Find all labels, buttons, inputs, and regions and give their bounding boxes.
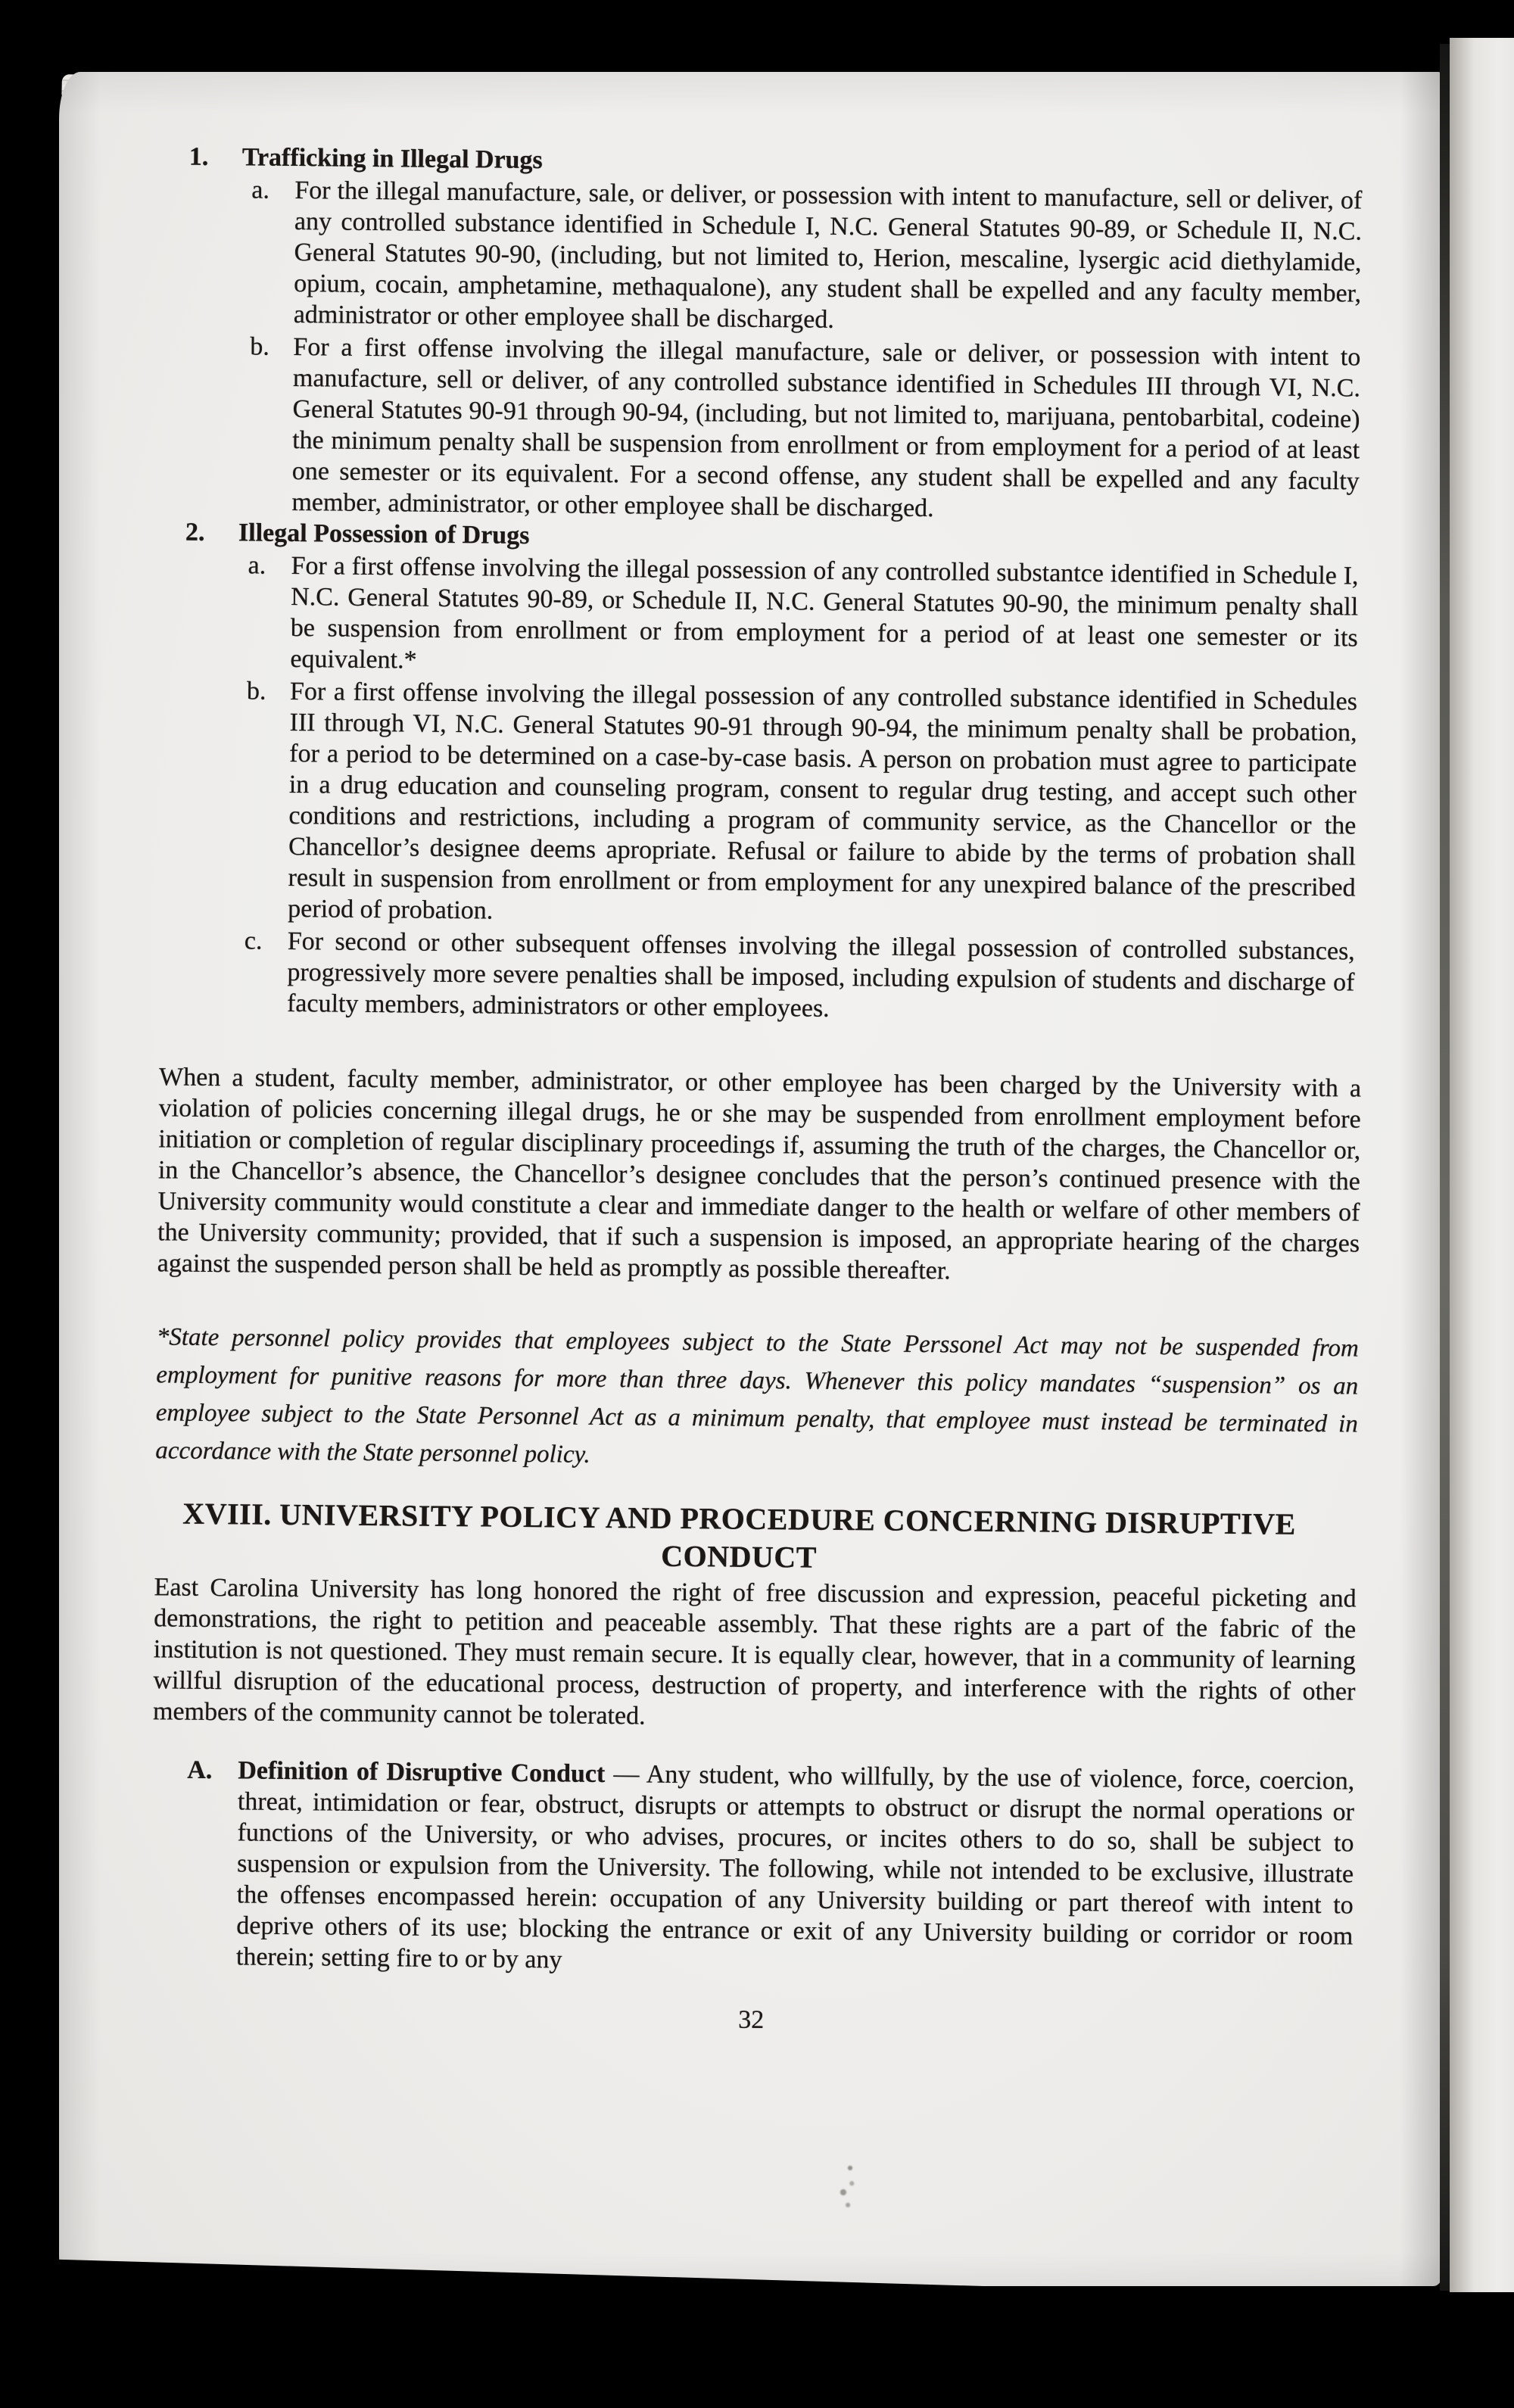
section-1-title: Trafficking in Illegal Drugs bbox=[241, 143, 543, 175]
definition-item-body: Any student, who willfully, by the use of violence, force, coercion, threat, intimidation or fear, obstruct, disrupts or attempts to obstruct or disrupt the normal operations or functions of the University, or who advises, procures, or incites others to do so, shall be subject to suspension or expulsion from the University. The following, while not intended to be exclusive, illustrate the offenses encompassed herein: occupation of any University building or part thereof with intent to deprive others of its use; blocking the entrance or exit of any University building or corridor or room therein; setting fire to or by any bbox=[235, 1760, 1355, 1974]
definition-item-dash: — bbox=[613, 1760, 640, 1789]
list-item-2b-text: For a first offense involving the illegal possession of any controlled substance identified in Schedules III through VI, N.C. General Statutes 90-91 through 90-94, the minimum penalty shall be probation, for a period to be determined on a case-by-case basis. A person on probation must agree to participate in a drug education and counseling program, consent to regular drug testing, and accept such other conditions and restrictions, including a program of community service, as the Chancellor or the Chancellor’s designee deems apropriate. Refusal or failure to abide by the terms of probation shall result in suspension from enrollment or from employment for any unexpired balance of the prescribed period of probation. bbox=[288, 677, 1358, 925]
page-content bbox=[41, 140, 1446, 2042]
book-gutter bbox=[1440, 44, 1450, 2291]
list-item-1a-text: For the illegal manufacture, sale, or deliver, or possession with intent to manufacture, sell or deliver, of any controlled substance identified in Schedule I, N.C. General Statutes 90-89, or Schedule II, N.C. General Statutes 90-90, (including, but not limited to, Herion, mescaline, lysergic acid diethylamide, opium, cocain, amphetamine, methaqualone), any student shall be expelled and any faculty member, administrator or other employee shall be discharged. bbox=[293, 176, 1363, 334]
book-page bbox=[59, 72, 1446, 2286]
list-item-1b bbox=[248, 331, 1360, 528]
definition-item-text bbox=[236, 1755, 1355, 1983]
intro-paragraph: East Carolina University has long honored the right of free discussion and expression, peaceful picketing and demonstrations, the right to petition and peaceable assembly. That these rights are a part of the fabric of the institution is not questioned. They must remain secure. It is equally clear, however, that in a community of learning willful disruption of the educational process, destruction of property, and interference with the rights of other members of the community cannot be tolerated. bbox=[152, 1573, 1357, 1730]
list-item-1a-letter: a. bbox=[251, 176, 270, 204]
section-2-title: Illegal Possession of Drugs bbox=[238, 519, 530, 550]
list-item-1b-text: For a first offense involving the illegal manufacture, sale or deliver, or possession with intent to manufacture, sell or deliver, of any controlled substance identified in Schedules III through VI, N.C. General Statutes 90-91 through 90-94, (including, but not limited to, marijuana, pentobarbital, codeine) the minimum penalty shall be suspension from enrollment or from employment for a period of at least one semester or its equivalent. For a second offense, any student shall be expelled and any faculty member, administrator, or other employee shall be discharged. bbox=[291, 332, 1361, 523]
section-1-number: 1. bbox=[188, 142, 209, 171]
section-xviii-heading bbox=[95, 1494, 1383, 1582]
section-xviii-heading-line1: XVIII. UNIVERSITY POLICY AND PROCEDURE CONCERNING DISRUPTIVE bbox=[182, 1496, 1297, 1541]
list-item-2a-text: For a first offense involving the illegal possession of any controlled substantce identified in Schedule I, N.C. General Statutes 90-89, or Schedule II, N.C. General Statutes 90-90, the minimum penalty shall be suspension from enrollment or from employment for a period of at least one semester or its equivalent.* bbox=[290, 551, 1359, 674]
list-item-2b bbox=[245, 675, 1357, 934]
facing-page-edge bbox=[1450, 38, 1514, 2292]
page-number: 32 bbox=[738, 2005, 765, 2035]
list-item-2c-letter: c. bbox=[244, 927, 263, 955]
list-item-2c bbox=[244, 925, 1355, 1029]
state-personnel-footnote: *State personnel policy provides that employees subject to the State Perssonel Act may not be suspended from employment for punitive reasons for more than three days. Whenever this policy mandates “suspension” os an employee subject to the State Personnel Act as a minimum penalty, that employee must instead be terminated in accordance with the State personnel policy. bbox=[155, 1323, 1359, 1469]
suspension-paragraph: When a student, faculty member, administrator, or other employee has been charged by the University with a violation of policies concerning illegal drugs, he or she may be suspended from enrollment employment before initiation or completion of regular disciplinary proceedings if, assuming the truth of the charges, the Chancellor or, in the Chancellor’s absence, the Chancellor’s designee concludes that the person’s continued presence with the University community would constitute a clear and immediate danger to the health or welfare of other members of the University community; provided, that if such a suspension is imposed, an appropriate hearing of the charges against the suspended person shall be held as promptly as possible thereafter. bbox=[157, 1063, 1362, 1285]
definition-item-title: Definition of Disruptive Conduct bbox=[238, 1756, 606, 1789]
list-item-2a bbox=[247, 550, 1359, 684]
list-item-1b-letter: b. bbox=[250, 332, 270, 361]
section-xviii-heading-line2: CONDUCT bbox=[660, 1538, 818, 1575]
list-item-2c-text: For second or other subsequent offenses involving the illegal possession of controlled substances, progressively more severe penalties shall be imposed, including expulsion of students and discharge of faculty members, administrators or other employees. bbox=[286, 927, 1355, 1023]
definition-item-letter: A. bbox=[187, 1755, 213, 1785]
list-item-2b-letter: b. bbox=[246, 677, 266, 706]
section-2-number: 2. bbox=[185, 518, 205, 547]
list-item-2a-letter: a. bbox=[248, 551, 266, 580]
list-item-1a bbox=[251, 174, 1363, 340]
definition-item bbox=[185, 1755, 1355, 1983]
